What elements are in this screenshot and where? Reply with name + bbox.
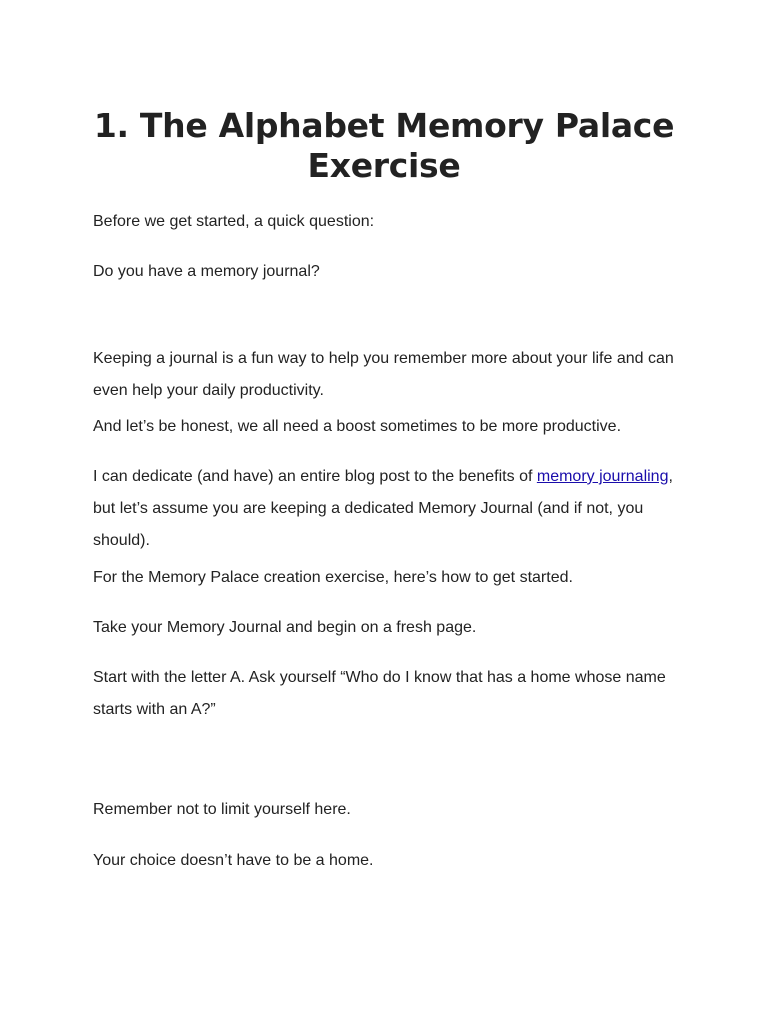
blog-post-text-before: I can dedicate (and have) an entire blog post to the benefits of xyxy=(93,468,537,485)
paragraph-intro-question: Before we get started, a quick question: xyxy=(93,213,375,230)
paragraph-letter-a: Start with the letter A. Ask yourself “Who do I know that has a home whose name starts with an A?” xyxy=(93,669,666,718)
paragraph-blog-post xyxy=(93,461,693,557)
memory-journaling-link[interactable]: memory journaling xyxy=(536,468,669,485)
paragraph-no-limits: Remember not to limit yourself here. xyxy=(93,801,351,818)
paragraph-exercise-start: For the Memory Palace creation exercise, here’s how to get started. xyxy=(93,569,573,586)
paragraph-memory-journal-question: Do you have a memory journal? xyxy=(93,263,320,280)
page-title xyxy=(60,106,708,186)
blog-post-text-after: , but let’s assume you are keeping a dedicated Memory Journal (and if not, you should). xyxy=(93,468,673,549)
paragraph-productivity-boost: And let’s be honest, we all need a boost sometimes to be more productive. xyxy=(93,418,622,435)
paragraph-not-a-home: Your choice doesn’t have to be a home. xyxy=(93,852,374,869)
title-line-2: Exercise xyxy=(307,146,461,185)
title-line-1: 1. The Alphabet Memory Palace xyxy=(93,106,675,145)
paragraph-fresh-page: Take your Memory Journal and begin on a fresh page. xyxy=(93,619,477,636)
paragraph-journal-benefits: Keeping a journal is a fun way to help you remember more about your life and can even help your daily productivity. xyxy=(93,350,674,399)
